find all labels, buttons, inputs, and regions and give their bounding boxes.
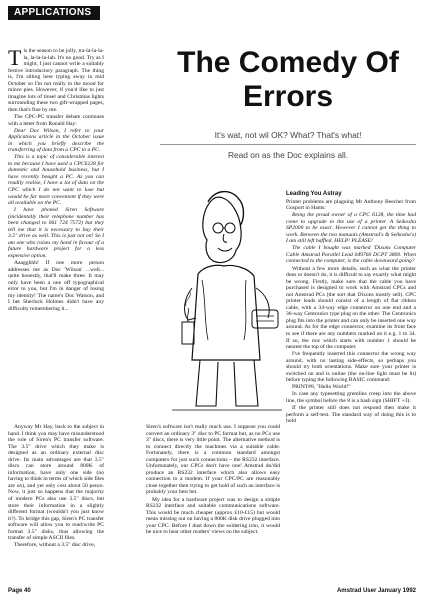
- issue-info: Amstrad User January 1992: [336, 588, 416, 594]
- paragraph: Therefore, without a 3.5" disc drive,: [14, 542, 96, 549]
- intro-paragraph: Tis the season to be jolly, tra-la-la-la-la, la-la-la-lah. It's no good. Try as I might, I just cannot write a suitably festive introductory paragraph. The thing is, I'm sitting here typing away in mid October so I'm not really in the mood for mince pies. However, if you'd like to just imagine lots of tinsel and Christmas lights surrounding these two gift-wrapped pages, then that's fine by me.: [8, 48, 104, 113]
- paragraph: Printer problems are plaguing Mr Anthony Beecher from Gosport in Hants:: [286, 198, 416, 212]
- subtitle-line-2: Read on as the Doc explains all.: [227, 150, 349, 160]
- code-line: PRINT#8, "Hello World!": [292, 384, 351, 391]
- letter-paragraph: Dear Doc Wilson, I refer to your Applications article in the October issue in which you briefly describe the transferring of data from a CPC to a PC.: [8, 127, 104, 154]
- paragraph: My idea for a hardware project was to design a simple RS232 interface and suitable communications software. This would be much cheaper (approx £10-£15) but would mean missing out on having a 800K disk drive plugged into your CPC. Before I dust down the soldering iron, it would be nice to hear other readers' views on the subject.: [146, 496, 280, 536]
- paragraph: Siren's software isn't really much use. I suppose you could convert an ordinary 3" disc to PC format but, as no PCs use 3" discs, there is very little point. The alternative method is to connect directly the machines via a suitable cable. Fortunately, there is a common standard amongst computers for just such connections – the RS232 interface. Unfortunately, our CPCs don't have one! Amstrad do/did produce an RS232 interface which also allows easy connection to a modem. If your CPC/PC are reasonably close together then trying to get hold of such an interface is probably your best bet.: [146, 424, 280, 496]
- paragraph: Without a few more details, such as what the printer does or doesn't do, it is difficult to say exactly what might be wrong. Firstly, make sure that the cable you have purchased is designed to work with Amstrad CPCs and not Amstrad PCs (the sort that Dixons mostly sell). CPC printer leads should consist of a length of flat ribbon cable, with a 34-way edge connector on one end and a 36-way Centronics type plug on the other. The Centronics plug fits into the printer and can only be inserted one way around. As for the edge connector, examine its front face to see if there are any numbers marked on it e.g. 1 to 34. If so, the row which starts with number 1 should be nearest the top of the computer.: [286, 265, 416, 351]
- section-label-tab: [8, 6, 100, 20]
- letter-paragraph: Being the proud owner of a CPC 6128, the time had come to upgrade to the use of a printer. A Seikosha SP2000 to be exact. However I cannot get the thing to work. Between the two manuals (Amstrad's & Seikosha's) I am still left baffled. HELP! PLEASE!: [286, 212, 416, 245]
- letter-paragraph: The cable I bought was marked 'Dixons Computer Cable Amstrad Parallel Lead 049760 DCPT 3800. When connected to the computer, is the cable downward going?: [286, 245, 416, 265]
- paragraph: Anyway Mr Hay, back to the subject in hand. I think you may have misunderstood the role of Siren's PC transfer software. The 3.5" drive which they make is designed as an ordinary external disc drive. Its main advantages are that 3.5" discs can store around 800K of information, have only one side (no having to think in terms of which side files are on), and yet only cost about 50 pence. Now, it just so happens that the majority of modern PCs also use 3.5" discs, but store their information in a slightly different format (wouldn't you just know it?). To bridge this gap, Siren's PC transfer software will allow you to read/write PC format 3.5" disks, thus allowing the transfer of simple ASCII files.: [8, 424, 104, 542]
- drop-cap: T: [8, 48, 22, 70]
- paragraph: Aaagghhh! If one more person addresses me as Doc 'Wilson' ...well... quite honestly, that'll make three. It may only have been a one off typographical error to you, but I'm in danger of losing my identity! The name's Doc Watson, and I bet Sherlock Holmes didn't have any difficulty remembering it...: [8, 260, 104, 312]
- paragraph: The CPC-PC transfer debate continues with a letter from Ronald Hay:: [8, 113, 104, 127]
- paragraph: In case any typesetting gremlins creep into the above line, the symbol before the 8 is a hash sign (SHIFT +3).: [286, 391, 416, 404]
- letter-paragraph: This is a topic of considerable interest to me because I have used a CPC6128 for domestic and household business, but I have recently bought a PC. As you can readily realise, I have a lot of data on the CPC which I do not want to lose but would be far more convenient if they were all available on the PC.: [8, 154, 104, 207]
- article-title: The Comedy Of Errors: [177, 46, 399, 113]
- article-column-2: [146, 424, 280, 586]
- article-column-2-top: [110, 190, 170, 370]
- article-column-1-top: [8, 48, 104, 380]
- divider: [160, 144, 416, 145]
- section-label: APPLICATIONS: [14, 7, 92, 18]
- paragraph: I've frequently inserted this connector the wrong way around, with no lasting side-effects, so perhaps you should try both orientations. Make sure your printer is switched on and is online (the on-line light must be lit) before typing the following BASIC command:: [286, 351, 416, 384]
- paragraph: If the printer still does not respond then make it perform a self-test. The standard way of doing this is to hold: [286, 405, 416, 425]
- subtitle-line-1: It's wat, not wil OK? What? That's what!: [214, 130, 362, 140]
- article-column-3: [286, 190, 416, 586]
- letter-paragraph: I have phoned Siren Software (incidentally their telephone number has been changed to 061 724 7572) but they tell me that it is necessary to buy their 3.5" drive as well. This is just not on! So I am one who raises my hand in favour of a future hardware project for a less expensive option.: [8, 207, 104, 259]
- article-column-1-bottom: [8, 424, 104, 586]
- section-heading: Leading You Astray: [286, 191, 342, 197]
- caricature-illustration: [172, 180, 282, 418]
- page-number: Page 40: [8, 588, 31, 594]
